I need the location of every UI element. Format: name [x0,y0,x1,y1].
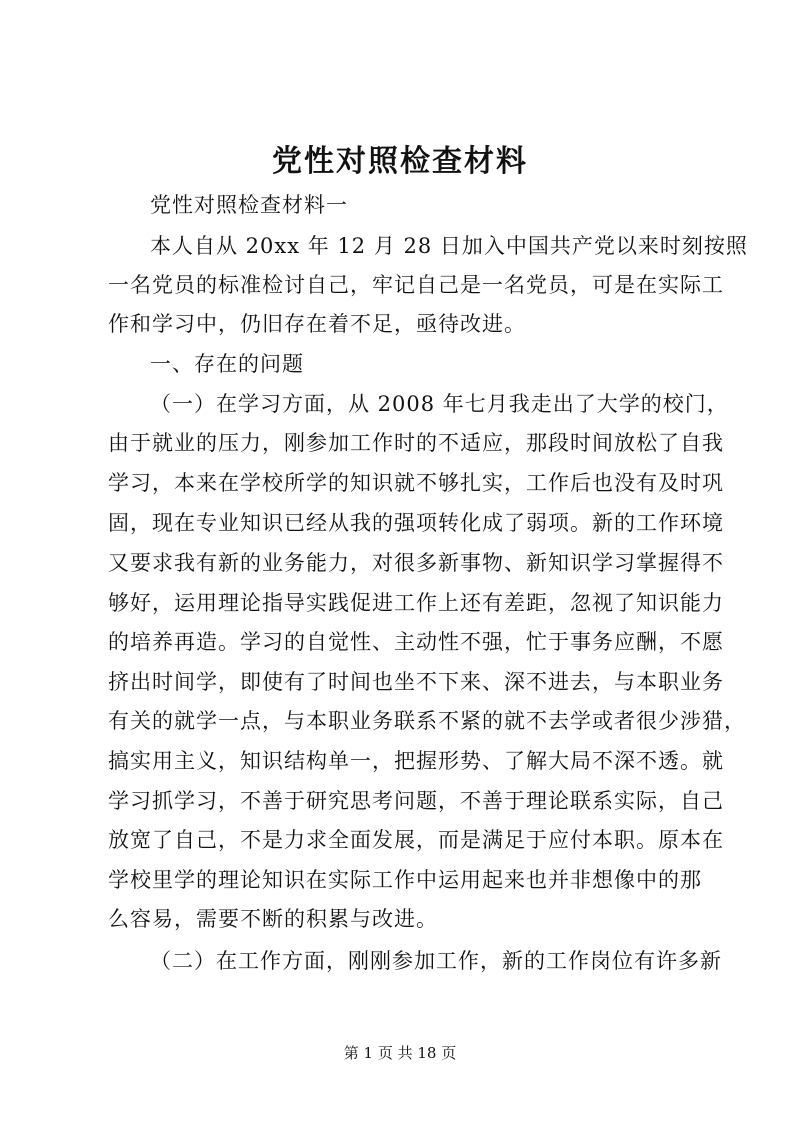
body-line: 固，现在专业知识已经从我的强项转化成了弱项。新的工作环境 [108,511,724,535]
body-line: 学校里学的理论知识在实际工作中运用起来也并非想像中的那 [108,868,702,892]
body-line: 本人自从 20xx 年 12 月 28 日加入中国共产党以来时刻按照 [150,234,748,258]
body-line: 么容易，需要不断的积累与改进。 [108,907,438,931]
body-line: 挤出时间学，即使有了时间也坐不下来、深不进去，与本职业务 [108,670,724,694]
document-title: 党性对照检查材料 [272,144,528,179]
body-line: 学习抓学习，不善于研究思考问题，不善于理论联系实际，自己 [108,789,724,813]
body-line: 有关的就学一点，与本职业务联系不紧的就不去学或者很少涉猎， [108,709,746,733]
body-line: （二）在工作方面，刚刚参加工作，新的工作岗位有许多新 [150,949,722,973]
body-line: 放宽了自己，不是力求全面发展，而是满足于应付本职。原本在 [108,828,724,852]
body-line: 的培养再造。学习的自觉性、主动性不强，忙于事务应酬，不愿 [108,630,724,654]
body-line: 作和学习中，仍旧存在着不足，亟待改进。 [108,312,526,336]
body-line: 又要求我有新的业务能力，对很多新事物、新知识学习掌握得不 [108,551,724,575]
body-line: 搞实用主义，知识结构单一，把握形势、了解大局不深不透。就 [108,749,724,773]
page-number: 第 1 页 共 18 页 [343,1044,457,1062]
body-line: 由于就业的压力，刚参加工作时的不适应，那段时间放松了自我 [108,431,724,455]
body-line: 一名党员的标准检讨自己，牢记自己是一名党员，可是在实际工 [108,273,724,297]
body-line: 够好，运用理论指导实践促进工作上还有差距，忽视了知识能力 [108,591,724,615]
section-heading: 一、存在的问题 [150,352,304,376]
body-line: 学习，本来在学校所学的知识就不够扎实，工作后也没有及时巩 [108,471,724,495]
body-line: 党性对照检查材料一 [150,193,348,217]
body-line: （一）在学习方面，从 2008 年七月我走出了大学的校门， [150,392,729,416]
